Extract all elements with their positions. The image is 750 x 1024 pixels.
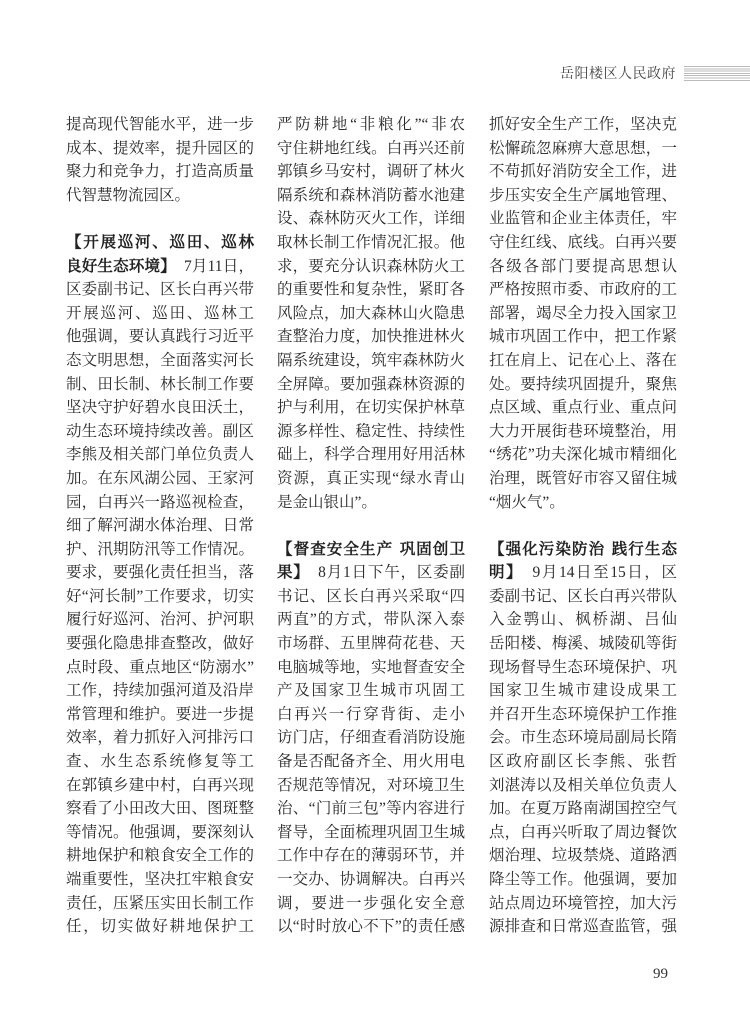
text-line: 区委副书记、区长白再兴带 bbox=[66, 281, 254, 299]
text-line: 备是否配备齐全、用火用电 bbox=[277, 753, 465, 771]
text-line: 资源，真正实现“绿水青山 bbox=[277, 469, 465, 487]
section-heading-line bbox=[277, 538, 465, 562]
text-line: 园，白再兴一路巡视检查， bbox=[66, 493, 254, 511]
text-line: 查、水生态系统修复等工 bbox=[66, 753, 254, 771]
text-line: 电脑城等地，实地督查安全 bbox=[277, 658, 465, 676]
text-line: 制、田长制、林长制工作要 bbox=[66, 375, 254, 393]
text-line: 是金山银山”。 bbox=[277, 493, 377, 511]
text-line: 一交办、协调解决。白再兴 bbox=[277, 871, 465, 888]
text-line: 现场督导生态环境保护、巩 bbox=[489, 658, 677, 676]
text-line: 护、汛期防汛等工作情况。 bbox=[66, 540, 254, 558]
text-line: 访门店，仔细查看消防设施 bbox=[277, 729, 465, 747]
text-line: 全屏障。要加强森林资源的 bbox=[277, 375, 465, 393]
text-line: 效率，着力抓好入河排污口 bbox=[66, 729, 254, 747]
section-heading: 【督查安全生产 巩固创卫 bbox=[277, 539, 465, 558]
text-line: 责任，压紧压实田长制工作 bbox=[66, 894, 254, 912]
text-line: 大力开展街巷环境整治，用 bbox=[489, 422, 677, 440]
text-line: 不苟抓好消防安全工作，进 bbox=[489, 163, 677, 181]
text-line: 否规范等情况，对环境卫生 bbox=[277, 776, 465, 794]
text-line: 降尘等工作。他强调，要加 bbox=[489, 871, 677, 888]
text-line: 隔系统建设，筑牢森林防火 bbox=[277, 351, 465, 369]
text-line: 并召开生态环境保护工作推 bbox=[489, 705, 677, 723]
text-line: 他强调，要认真践行习近平 bbox=[66, 328, 254, 346]
text-line: 调，要进一步强化安全意 bbox=[277, 894, 465, 912]
text-line: 站点周边环境管控，加大污 bbox=[489, 894, 677, 912]
header-decoration-stripes bbox=[684, 66, 750, 82]
text-line: “烟火气”。 bbox=[489, 493, 565, 511]
text-line: 各级各部门要提高思想认 bbox=[489, 257, 677, 275]
text-line: 取林长制工作情况汇报。他 bbox=[277, 233, 465, 251]
section-heading: 果】 bbox=[277, 563, 302, 582]
section-heading: 【开展巡河、巡田、巡林 bbox=[66, 232, 254, 251]
text-line: 成本、提效率，提升园区的 bbox=[66, 139, 254, 157]
text-line: 督导，全面梳理巩固卫生城 bbox=[277, 823, 465, 841]
text-line: 严格按照市委、市政府的工 bbox=[489, 281, 677, 299]
text-line: 察看了小田改大田、图斑整 bbox=[66, 800, 254, 818]
section-heading-line bbox=[277, 561, 465, 585]
text-line: 源排查和日常巡查监管，强 bbox=[489, 918, 677, 936]
text-line: 处。要持续巩固提升，聚焦 bbox=[489, 375, 677, 393]
heading-date-text: 8月1日下午，区委副 bbox=[301, 564, 465, 582]
text-line: 工作中存在的薄弱环节，并 bbox=[277, 847, 465, 865]
text-line: 白再兴一行穿背街、走小 bbox=[277, 705, 465, 723]
text-line: 守住耕地红线。白再兴还前 bbox=[277, 139, 465, 157]
paragraph-gap bbox=[489, 514, 677, 538]
text-line: 入金鹗山、枫桥湖、吕仙 bbox=[489, 611, 677, 629]
text-line: 扛在肩上、记在心上、落在 bbox=[489, 351, 677, 369]
text-line: 委副书记、区长白再兴带队 bbox=[489, 587, 677, 605]
section-heading: 明】 bbox=[489, 563, 516, 582]
paragraph-gap bbox=[277, 514, 465, 538]
text-line: 产及国家卫生城市巩固工 bbox=[277, 682, 465, 700]
text-line: 开展巡河、巡田、巡林工 bbox=[66, 304, 254, 322]
text-column-3 bbox=[489, 113, 677, 939]
text-line: 守住红线、底线。白再兴要 bbox=[489, 233, 677, 251]
page-number: 99 bbox=[653, 966, 668, 982]
text-line: 在郭镇乡建中村，白再兴现 bbox=[66, 776, 254, 794]
header-title: 岳阳楼区人民政府 bbox=[560, 66, 676, 82]
text-line: 任，切实做好耕地保护工 bbox=[66, 918, 254, 936]
text-line: 区政府副区长李熊、张哲 bbox=[489, 753, 677, 771]
text-line: 提高现代智能水平，进一步 bbox=[66, 116, 254, 133]
text-line: 步压实安全生产属地管理、 bbox=[489, 186, 677, 204]
text-line: 会。市生态环境局副局长隋 bbox=[489, 729, 677, 747]
paragraph-gap bbox=[66, 207, 254, 231]
text-line: 代智慧物流园区。 bbox=[66, 186, 191, 204]
text-line: 动生态环境持续改善。副区 bbox=[66, 422, 254, 440]
text-line: 治理，既管好市容又留住城 bbox=[489, 469, 677, 487]
text-line: 隔系统和森林消防蓄水池建 bbox=[277, 186, 465, 204]
text-line: 好“河长制”工作要求，切实 bbox=[66, 587, 254, 605]
text-line: “绣花”功夫深化城市精细化 bbox=[489, 446, 677, 464]
section-heading-line bbox=[66, 231, 254, 255]
text-line: 国家卫生城市建设成果工 bbox=[489, 682, 677, 700]
text-line: 市场群、五里牌荷花巷、天 bbox=[277, 635, 465, 653]
text-line: 部署，竭尽全力投入国家卫 bbox=[489, 304, 677, 322]
text-line: 要求，要强化责任担当，落 bbox=[66, 564, 254, 582]
text-line: 李熊及相关部门单位负责人 bbox=[66, 446, 254, 464]
section-heading-line bbox=[66, 255, 254, 279]
text-line: 加。在夏万路南湖国控空气 bbox=[489, 800, 677, 818]
text-line: 等情况。他强调，要深刻认 bbox=[66, 823, 254, 841]
text-line: 点时段、重点地区“防溺水” bbox=[66, 658, 254, 676]
text-line: 刘湛涛以及相关单位负责人 bbox=[489, 776, 677, 794]
text-column-1 bbox=[66, 113, 254, 939]
text-line: 础上，科学合理用好用活林 bbox=[277, 446, 465, 464]
text-line: 书记、区长白再兴采取“四 bbox=[277, 587, 465, 605]
text-line: 查整治力度，加快推进林火 bbox=[277, 328, 465, 346]
text-line: 岳阳楼、梅溪、城陵矶等街 bbox=[489, 635, 677, 653]
section-heading: 良好生态环境】 bbox=[66, 256, 169, 275]
section-heading-line bbox=[489, 538, 677, 562]
text-line: 要强化隐患排查整改，做好 bbox=[66, 635, 254, 653]
text-column-2 bbox=[277, 113, 465, 939]
section-heading: 【强化污染防治 践行生态 bbox=[489, 539, 677, 558]
text-line: 点，白再兴听取了周边餐饮 bbox=[489, 823, 677, 841]
text-line: 工作，持续加强河道及沿岸 bbox=[66, 682, 254, 700]
section-heading-line bbox=[489, 561, 677, 585]
text-line: 郭镇乡马安村，调研了林火 bbox=[277, 163, 465, 181]
text-line: 业监管和企业主体责任，牢 bbox=[489, 210, 677, 228]
text-line: 端重要性，坚决扛牢粮食安 bbox=[66, 871, 254, 888]
text-line: 护与利用，在切实保护林草 bbox=[277, 399, 465, 417]
text-line: 加。在东风湖公园、王家河 bbox=[66, 469, 254, 487]
text-line: 细了解河湖水体治理、日常 bbox=[66, 517, 254, 535]
text-line: 风险点，加大森林山火隐患 bbox=[277, 304, 465, 322]
text-line: 坚决守护好碧水良田沃土， bbox=[66, 399, 254, 417]
text-line: 松懈疏忽麻痹大意思想，一 bbox=[489, 139, 677, 157]
text-line: 烟治理、垃圾禁烧、道路洒 bbox=[489, 847, 677, 865]
text-line: 以“时时放心不下”的责任感 bbox=[277, 918, 465, 936]
heading-date-text: 7月11日， bbox=[168, 257, 254, 275]
text-line: 两直”的方式，带队深入泰 bbox=[277, 611, 465, 629]
text-line: 抓好安全生产工作，坚决克 bbox=[489, 116, 677, 133]
text-line: 态文明思想，全面落实河长 bbox=[66, 351, 254, 369]
text-line: 履行好巡河、治河、护河职 bbox=[66, 611, 254, 629]
text-line: 求，要充分认识森林防火工 bbox=[277, 257, 465, 275]
text-line: 的重要性和复杂性，紧盯各 bbox=[277, 281, 465, 299]
text-line: 设、森林防灭火工作，详细 bbox=[277, 210, 465, 228]
text-line: 严防耕地“非粮化”“非农 bbox=[277, 116, 465, 133]
text-line: 源多样性、稳定性、持续性 bbox=[277, 422, 465, 440]
text-line: 耕地保护和粮食安全工作的 bbox=[66, 847, 254, 865]
heading-date-text: 9月14日至15日，区 bbox=[515, 564, 677, 582]
text-line: 聚力和竞争力，打造高质量 bbox=[66, 163, 254, 181]
text-line: 治、“门前三包”等内容进行 bbox=[277, 800, 465, 818]
text-line: 常管理和维护。要进一步提 bbox=[66, 705, 254, 723]
text-line: 点区域、重点行业、重点问 bbox=[489, 399, 677, 417]
text-line: 城市巩固工作中，把工作紧 bbox=[489, 328, 677, 346]
